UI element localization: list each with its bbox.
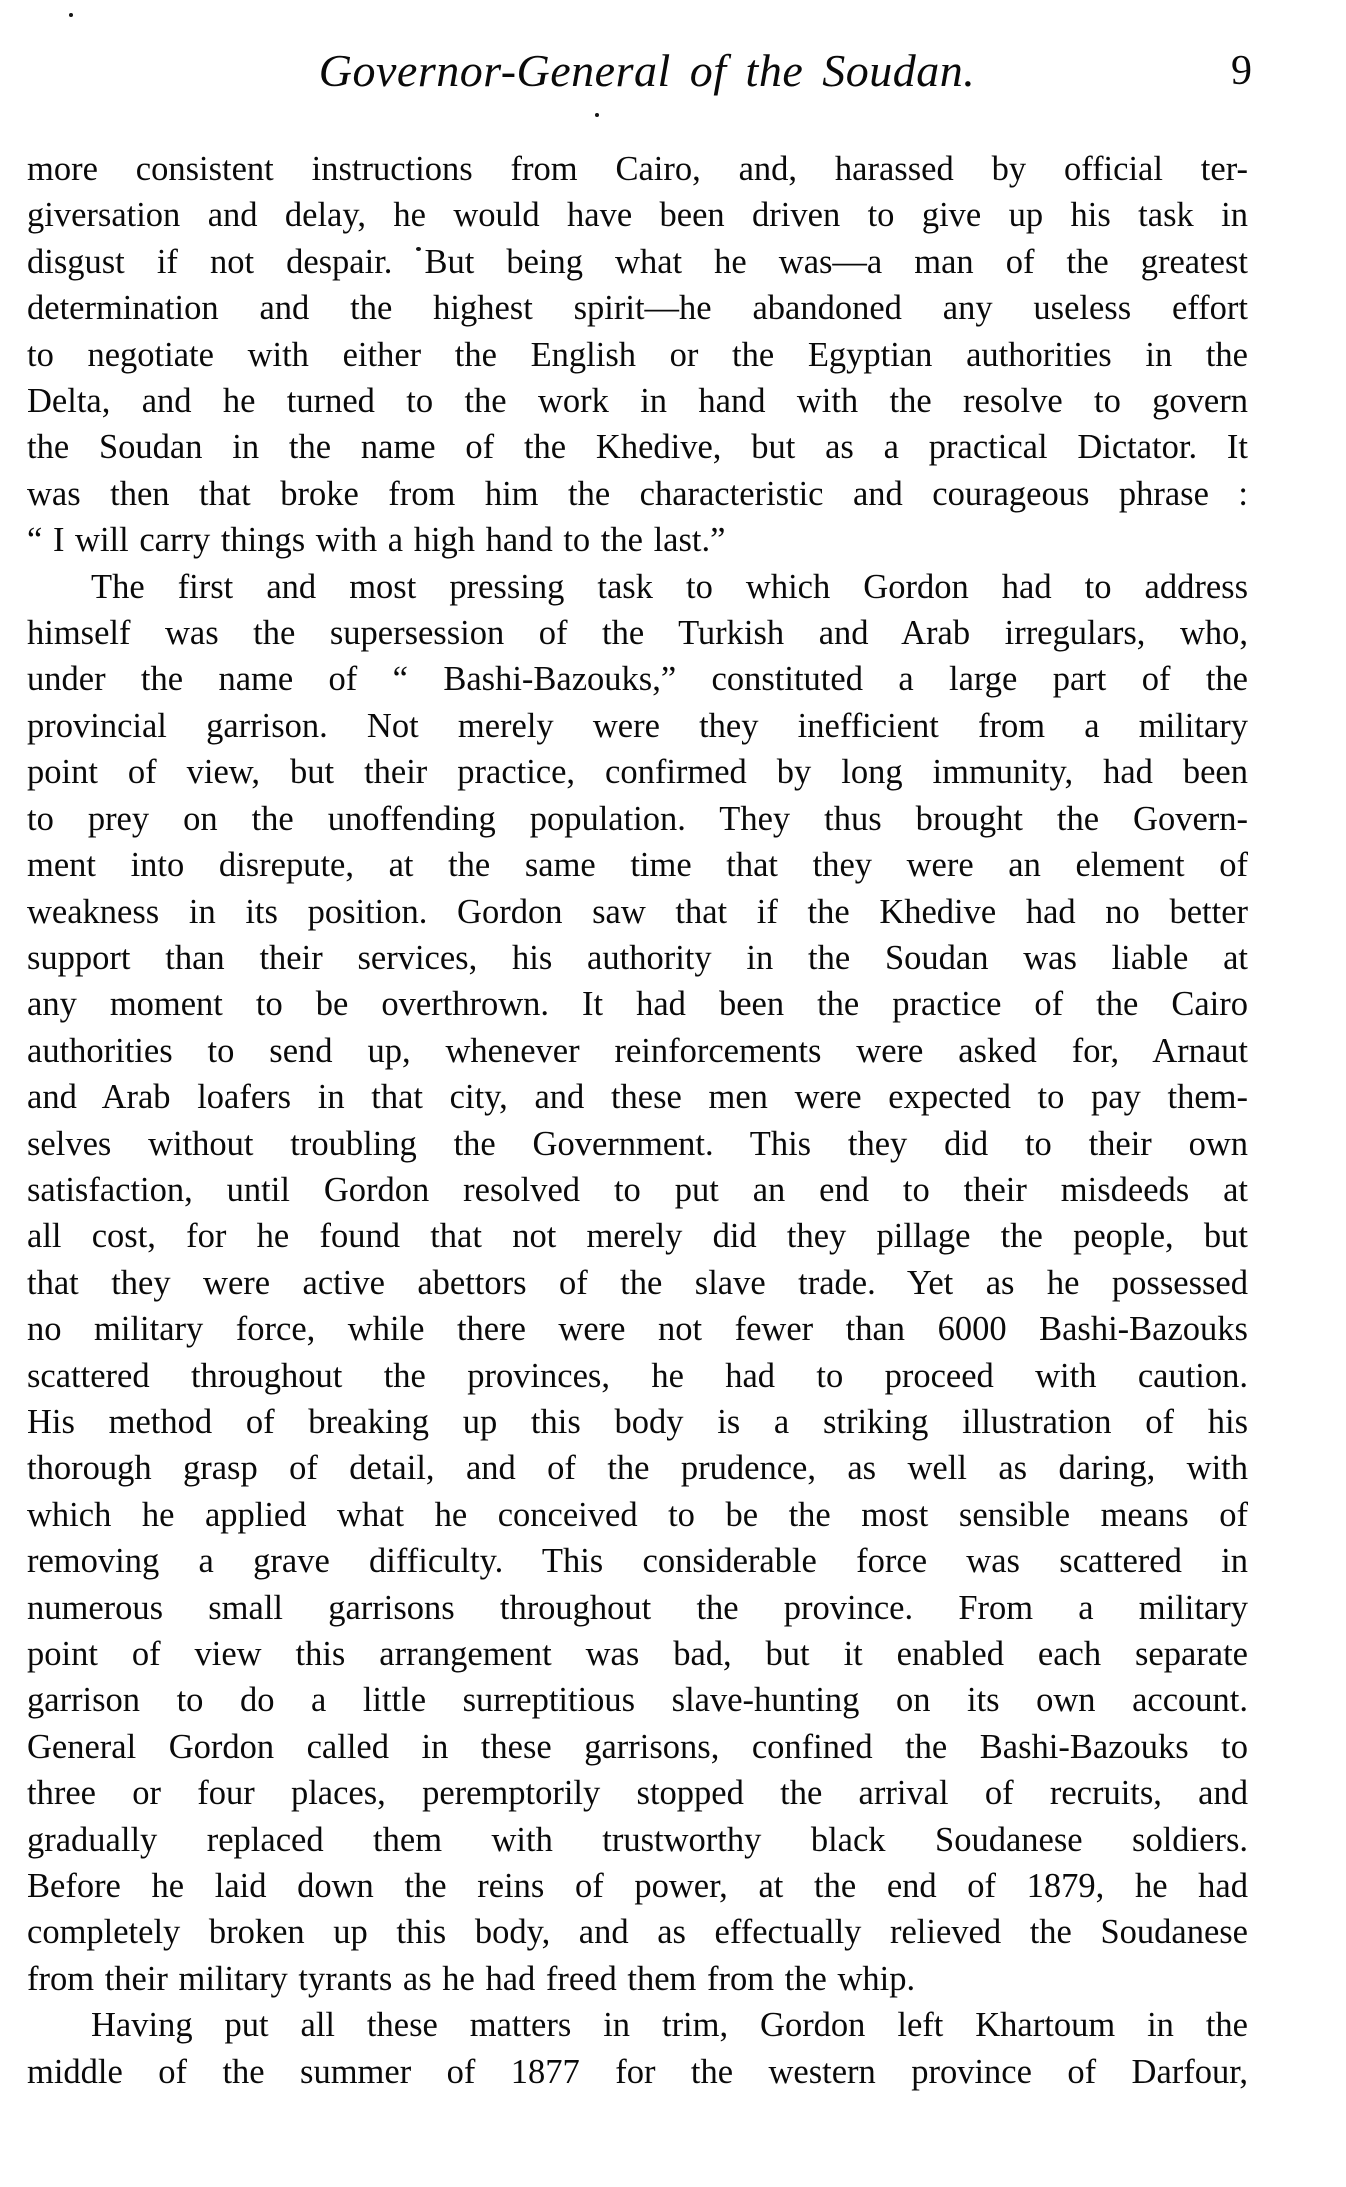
text-line: numerous small garrisons throughout the province. From a military: [27, 1588, 1248, 1627]
text-line: The first and most pressing task to which Gordon had to address: [91, 567, 1248, 606]
text-line: Having put all these matters in trim, Gordon left Khartoum in the: [91, 2006, 1248, 2045]
text-line: no military force, while there were not fewer than 6000 Bashi-Bazouks: [27, 1310, 1248, 1349]
text-line: completely broken up this body, and as effectually relieved the Soudanese: [27, 1913, 1248, 1952]
page-body: [27, 146, 1248, 2095]
text-line: General Gordon called in these garrisons, confined the Bashi-Bazouks to: [27, 1727, 1248, 1766]
page-header: [27, 36, 1252, 114]
text-line: authorities to send up, whenever reinforcements were asked for, Arnaut: [27, 1031, 1248, 1070]
text-line: giversation and delay, he would have been driven to give up his task in: [27, 196, 1248, 235]
text-line: that they were active abettors of the slave trade. Yet as he possessed: [27, 1263, 1248, 1302]
text-line: more consistent instructions from Cairo, and, harassed by official ter-: [27, 150, 1248, 188]
page-number: 9: [1231, 48, 1252, 94]
text-line: the Soudan in the name of the Khedive, but as a practical Dictator. It: [27, 428, 1248, 467]
text-line: and Arab loafers in that city, and these men were expected to pay them-: [27, 1078, 1248, 1117]
text-line: weakness in its position. Gordon saw that if the Khedive had no better: [27, 892, 1248, 931]
text-line: three or four places, peremptorily stopped the arrival of recruits, and: [27, 1774, 1248, 1813]
text-line: determination and the highest spirit—he abandoned any useless effort: [27, 289, 1248, 328]
text-line: himself was the supersession of the Turkish and Arab irregulars, who,: [27, 614, 1248, 653]
text-line: middle of the summer of 1877 for the western province of Darfour,: [27, 2052, 1248, 2091]
text-line: point of view, but their practice, confirmed by long immunity, had been: [27, 753, 1248, 792]
text-line: scattered throughout the provinces, he had to proceed with caution.: [27, 1356, 1248, 1395]
text-line: selves without troubling the Government. This they did to their own: [27, 1124, 1248, 1163]
text-line: any moment to be overthrown. It had been the practice of the Cairo: [27, 985, 1248, 1024]
text-line: Before he laid down the reins of power, at the end of 1879, he had: [27, 1867, 1248, 1906]
text-line: support than their services, his authority in the Soudan was liable at: [27, 938, 1248, 977]
text-line: disgust if not despair. But being what he was—a man of the greatest: [27, 242, 1248, 281]
text-line: point of view this arrangement was bad, but it enabled each separate: [27, 1635, 1248, 1673]
text-line: from their military tyrants as he had freed them from the whip.: [27, 1959, 916, 1998]
text-line: “ I will carry things with a high hand to the last.”: [27, 521, 726, 560]
text-line: thorough grasp of detail, and of the prudence, as well as daring, with: [27, 1449, 1248, 1488]
text-line: garrison to do a little surreptitious slave-hunting on its own account.: [27, 1681, 1248, 1720]
text-line: removing a grave difficulty. This considerable force was scattered in: [27, 1542, 1248, 1581]
scan-speck: [69, 13, 73, 17]
text-line: under the name of “ Bashi-Bazouks,” constituted a large part of the: [27, 660, 1248, 699]
text-line: gradually replaced them with trustworthy black Soudanese soldiers.: [27, 1820, 1248, 1859]
text-line: provincial garrison. Not merely were they inefficient from a military: [27, 706, 1248, 745]
text-line: which he applied what he conceived to be the most sensible means of: [27, 1495, 1248, 1534]
text-line: ment into disrepute, at the same time that they were an element of: [27, 846, 1248, 885]
text-line: all cost, for he found that not merely did they pillage the people, but: [27, 1217, 1248, 1256]
text-line: was then that broke from him the characteristic and courageous phrase :: [27, 474, 1248, 513]
text-line: satisfaction, until Gordon resolved to put an end to their misdeeds at: [27, 1170, 1248, 1209]
text-line: His method of breaking up this body is a striking illustration of his: [27, 1402, 1248, 1441]
text-line: Delta, and he turned to the work in hand with the resolve to govern: [27, 382, 1248, 421]
text-line: to prey on the unoffending population. They thus brought the Govern-: [27, 799, 1248, 838]
running-title: Governor-General of the Soudan.: [318, 45, 976, 96]
text-line: to negotiate with either the English or the Egyptian authorities in the: [27, 335, 1248, 374]
